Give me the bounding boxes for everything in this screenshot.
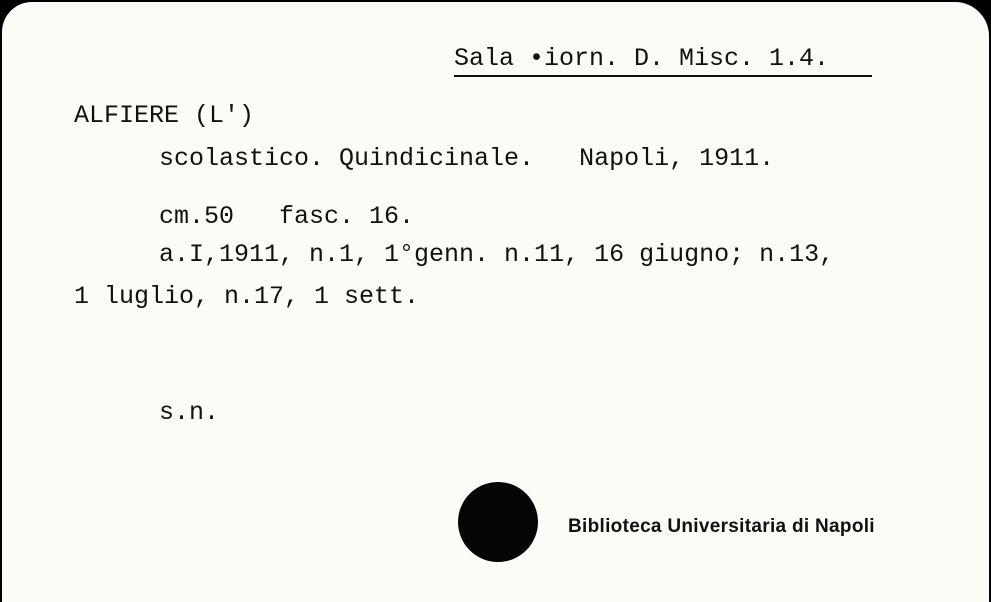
holdings-line-continued: 1 luglio, n.17, 1 sett. xyxy=(74,282,420,311)
shelfmark-underline xyxy=(454,75,872,77)
catalog-card xyxy=(2,2,989,602)
shelfmark: Sala •iorn. D. Misc. 1.4. xyxy=(454,44,830,73)
description-line: scolastico. Quindicinale. Napoli, 1911. xyxy=(159,144,775,173)
format-line: cm.50 fasc. 16. xyxy=(159,202,415,231)
notes-line: s.n. xyxy=(159,398,220,427)
library-stamp: Biblioteca Universitaria di Napoli xyxy=(568,516,875,537)
title-heading: ALFIERE (L') xyxy=(74,101,255,130)
holdings-line: a.I,1911, n.1, 1°genn. n.11, 16 giugno; n.13, xyxy=(159,240,835,269)
punch-hole xyxy=(458,482,538,562)
